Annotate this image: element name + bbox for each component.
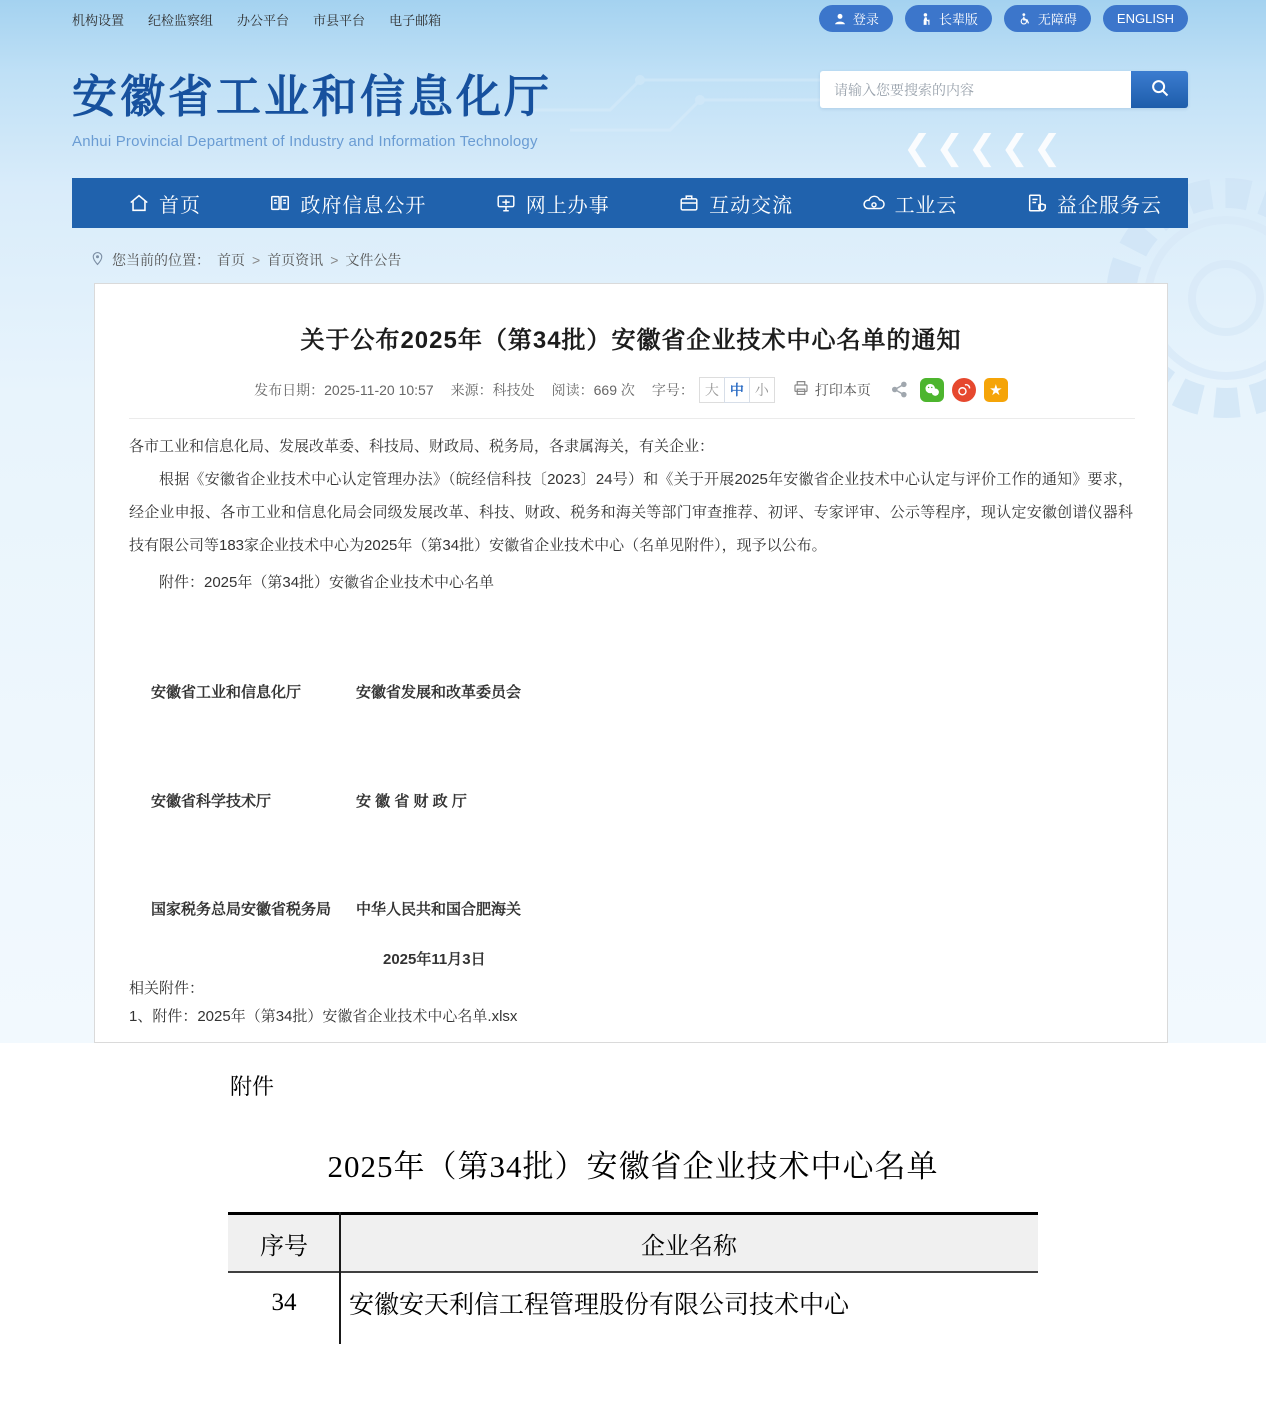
open-book-icon: [269, 192, 291, 214]
search-box: [820, 71, 1188, 108]
fontsize-control: [652, 377, 775, 403]
article-body: [129, 430, 1133, 562]
accessibility-icon: [1018, 12, 1032, 26]
doc-shield-icon: [1026, 192, 1048, 214]
attachment-document: [0, 1043, 1266, 1404]
cloud-icon: [862, 192, 886, 214]
signature-org: 安徽省工业和信息化厅: [151, 684, 302, 701]
nav-item-online-services[interactable]: [495, 189, 610, 218]
topbar-link-office[interactable]: 办公平台: [237, 13, 290, 28]
doc-row-no: 34: [271, 1289, 297, 1316]
monitor-icon: [495, 192, 517, 214]
elder-version-label: 长辈版: [938, 12, 978, 27]
doc-title: 2025年（第34批）安徽省企业技术中心名单: [327, 1149, 939, 1184]
site-title: 安徽省工业和信息化厅: [72, 71, 553, 122]
doc-table: [228, 1212, 1038, 1333]
article-date: 2025年11月3日: [383, 951, 486, 968]
signature-org: 安徽省科学技术厅: [151, 793, 272, 810]
site-logo[interactable]: [72, 60, 552, 150]
signature-row: [129, 898, 1135, 920]
main-nav: [72, 178, 1188, 228]
breadcrumb-announcements[interactable]: 文件公告: [345, 252, 402, 268]
nav-label: 首页: [159, 194, 201, 217]
weibo-icon[interactable]: [952, 378, 976, 402]
fontsize-label: 字号：: [651, 381, 694, 398]
salutation-paragraph: 各市工业和信息化局、发展改革委、科技局、财政局、税务局，各隶属海关，有关企业：: [129, 438, 715, 455]
search-button[interactable]: [1131, 71, 1188, 108]
nav-item-gov-info[interactable]: [269, 189, 426, 218]
view-count: 阅读：669 次: [551, 381, 635, 398]
topbar-link-city[interactable]: 市县平台: [313, 13, 366, 28]
fontsize-small-button[interactable]: 小: [749, 377, 775, 403]
signature-org: 国家税务总局安徽省税务局: [151, 901, 332, 918]
printer-icon: [792, 379, 810, 400]
search-input[interactable]: [820, 71, 1131, 108]
attachment-line: 附件：2025年（第34批）安徽省企业技术中心名单: [159, 574, 495, 591]
doc-table-column-divider: [339, 1212, 341, 1344]
circuit-decoration-icon: [530, 20, 850, 145]
attachment-file-link[interactable]: 1、附件：2025年（第34批）安徽省企业技术中心名单.xlsx: [129, 1008, 518, 1025]
print-button[interactable]: [792, 379, 871, 400]
breadcrumb: [90, 250, 401, 270]
elder-version-button[interactable]: [905, 5, 992, 32]
nav-item-home[interactable]: [128, 189, 201, 218]
topbar-link-discipline[interactable]: 纪检监察组: [148, 13, 214, 28]
doc-row-name: 安徽安天利信工程管理股份有限公司技术中心: [349, 1292, 850, 1319]
signature-row: [129, 790, 1135, 812]
search-icon: [1149, 77, 1171, 102]
breadcrumb-prefix: 您当前的位置：: [112, 252, 210, 268]
english-button[interactable]: [1103, 5, 1188, 32]
site-subtitle: Anhui Provincial Department of Industry and Information Technology: [72, 133, 538, 150]
signature-org: 中华人民共和国合肥海关: [356, 901, 522, 918]
home-icon: [128, 192, 150, 214]
nav-label: 工业云: [894, 194, 958, 217]
article-card: [94, 283, 1168, 1043]
fontsize-medium-button[interactable]: 中: [724, 377, 750, 403]
body-paragraph: 根据《安徽省企业技术中心认定管理办法》（皖经信科技〔2023〕24号）和《关于开展2025年安徽省企业技术中心认定与评价工作的通知》要求，经企业申报、各市工业和信息化局会同级发展改革、科技、财政、税务和海关等部门审查推荐、初评、专家评审、公示等程序，现认定安徽创谱仪器科技有限公司等183家企业技术中心为2025年（第34批）安徽省企业技术中心（名单见附件），现予以公布。: [129, 471, 1133, 554]
wechat-icon[interactable]: [920, 378, 944, 402]
breadcrumb-news[interactable]: 首页资讯: [267, 252, 324, 268]
doc-attachment-label: 附件: [230, 1074, 275, 1099]
signature-org: 安徽省发展和改革委员会: [356, 684, 522, 701]
doc-table-header: [228, 1212, 1038, 1273]
nav-item-interaction[interactable]: [678, 189, 793, 218]
english-label: ENGLISH: [1116, 11, 1174, 26]
doc-header-no: 序号: [260, 1233, 308, 1260]
accessibility-label: 无障碍: [1037, 12, 1077, 27]
breadcrumb-home[interactable]: 首页: [217, 252, 245, 268]
nav-label: 益企服务云: [1056, 194, 1162, 217]
briefcase-icon: [678, 192, 700, 214]
related-attachments-label: 相关附件：: [129, 980, 205, 997]
fontsize-large-button[interactable]: 大: [699, 377, 725, 403]
topbar-link-mail[interactable]: 电子邮箱: [389, 13, 442, 28]
nav-label: 互动交流: [709, 194, 794, 217]
article-title: 关于公布2025年（第34批）安徽省企业技术中心名单的通知: [300, 327, 962, 354]
login-label: 登录: [852, 12, 879, 27]
qzone-star-icon[interactable]: ★: [984, 378, 1008, 402]
print-label: 打印本页: [814, 381, 871, 398]
meta-divider: [129, 418, 1135, 419]
topbar-actions: [819, 5, 1188, 32]
publish-date: 发布日期：2025-11-20 10:57: [254, 381, 434, 398]
doc-header-name: 企业名称: [641, 1233, 737, 1260]
user-icon: [833, 12, 847, 26]
breadcrumb-separator: >: [330, 252, 339, 268]
doc-table-row: [228, 1273, 1038, 1333]
share-nodes-icon[interactable]: [888, 378, 912, 402]
signature-org: 安 徽 省 财 政 厅: [356, 793, 467, 810]
article-meta: [95, 376, 1167, 403]
elder-icon: [919, 12, 933, 26]
share-icons: [888, 378, 1008, 402]
login-button[interactable]: [819, 5, 893, 32]
topbar-links: [72, 10, 441, 29]
breadcrumb-separator: >: [252, 252, 261, 268]
topbar-link-org[interactable]: 机构设置: [72, 13, 125, 28]
accessibility-button[interactable]: [1004, 5, 1091, 32]
chevron-decoration-icon: ❮❮❮❮❮: [903, 129, 1066, 167]
article-source: 来源：科技处: [450, 381, 535, 398]
nav-item-service-cloud[interactable]: [1026, 189, 1162, 218]
nav-item-industry-cloud[interactable]: [862, 189, 958, 218]
nav-label: 政府信息公开: [300, 194, 427, 217]
signature-row: [129, 681, 1135, 703]
nav-label: 网上办事: [525, 194, 610, 217]
location-pin-icon: [90, 251, 105, 269]
